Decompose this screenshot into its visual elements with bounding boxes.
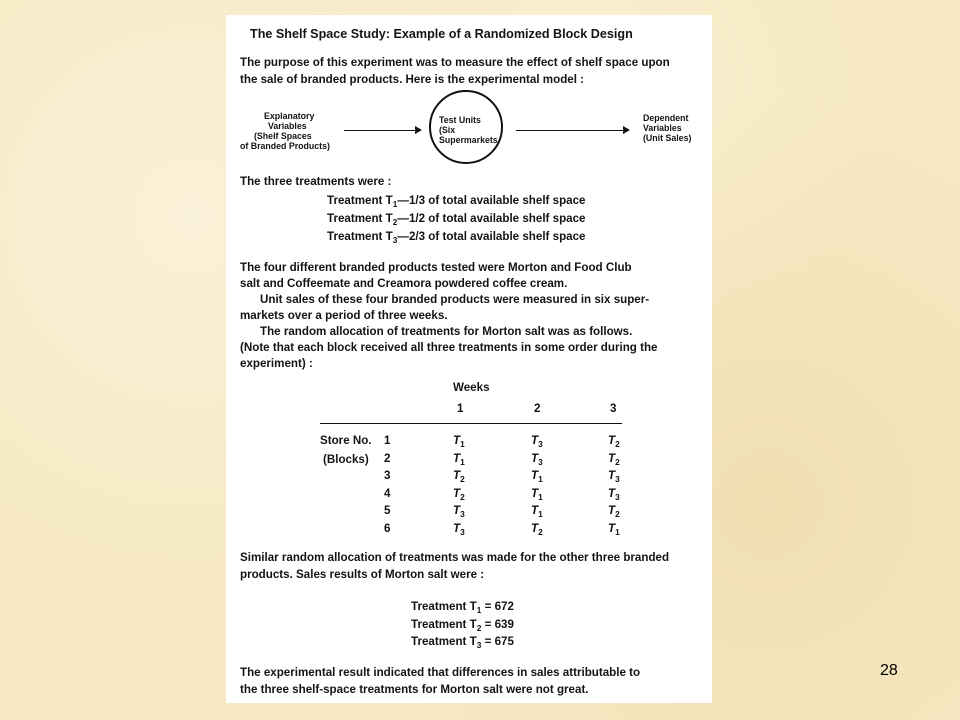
model-center-line-3: Supermarkets (439, 135, 498, 145)
treatment-cell: $T_1$ (531, 504, 543, 520)
table-rule (320, 423, 622, 424)
model-right-line-2: Variables (643, 123, 682, 133)
conclusion-line-2: the three shelf-space treatments for Morton salt were not great. (240, 683, 589, 696)
store-number: 5 (384, 504, 391, 518)
model-center-line-1: Test Units (439, 115, 481, 125)
treatment-cell: $T_3$ (608, 469, 620, 485)
result-line-1: Treatment $T_1 = 672$ (411, 600, 514, 615)
treatment-cell: $T_1$ (531, 486, 543, 502)
document-title: The Shelf Space Study: Example of a Randomized Block Design (250, 27, 633, 41)
treatment-line-2: Treatment $T_2—1/2$ of total available shelf space (327, 212, 586, 227)
week-header-3: 3 (610, 402, 617, 415)
treatment-cell: $T_1$ (453, 451, 465, 467)
conclusion-line-1: The experimental result indicated that differences in sales attributable to (240, 666, 641, 679)
treatment-cell: $T_2$ (453, 469, 465, 485)
treatments-heading: The three treatments were : (240, 175, 392, 188)
similar-line-2: products. Sales results of Morton salt were : (240, 568, 485, 581)
treatment-cell: $T_3$ (531, 434, 543, 449)
table-header-weeks: Weeks (453, 381, 490, 394)
model-left-line-1: Explanatory (264, 111, 315, 121)
slide-number: 28 (880, 662, 898, 679)
treatment-cell: $T_2$ (453, 486, 465, 502)
result-line-3: Treatment $T_3 = 675$ (411, 635, 514, 650)
model-right-line-3: (Unit Sales) (643, 133, 692, 143)
store-number: 3 (384, 469, 391, 483)
treatment-cell: $T_2$ (608, 434, 620, 449)
store-number: 2 (384, 451, 391, 465)
model-left-line-3: (Shelf Spaces (254, 131, 312, 141)
body-line-7: experiment) : (240, 357, 313, 370)
model-arrow-left (344, 130, 420, 131)
treatment-cell: $T_2$ (608, 504, 620, 520)
treatment-cell: $T_3$ (453, 504, 465, 520)
store-number: 4 (384, 486, 391, 500)
intro-line-2: the sale of branded products. Here is the experimental model : (240, 73, 585, 86)
result-line-2: Treatment $T_2 = 639$ (411, 618, 514, 633)
store-number: 1 (384, 434, 391, 447)
treatment-cell: $T_1$ (531, 469, 543, 485)
row-label-store-no: Store No. (320, 434, 372, 447)
model-left-line-2: Variables (268, 121, 307, 131)
treatment-line-1: Treatment $T_1—1/3$ of total available shelf space (327, 194, 586, 209)
treatment-cell: $T_2$ (608, 451, 620, 467)
treatment-line-3: Treatment $T_3—2/3$ of total available shelf space (327, 230, 586, 245)
row-label-blocks: (Blocks) (323, 453, 369, 466)
similar-line-1: Similar random allocation of treatments was made for the other three branded (240, 551, 670, 564)
document-page (226, 15, 712, 703)
model-left-line-4: of Branded Products) (240, 141, 330, 151)
treatment-cell: $T_3$ (608, 486, 620, 502)
body-line-6: (Note that each block received all three treatments in some order during the (240, 341, 658, 354)
treatment-cell: $T_1$ (608, 522, 620, 537)
body-line-1: The four different branded products tested were Morton and Food Club (240, 261, 632, 274)
intro-line-1: The purpose of this experiment was to measure the effect of shelf space upon (240, 56, 670, 69)
model-center-line-2: (Six (439, 125, 456, 135)
model-right-line-1: Dependent (643, 113, 689, 123)
week-header-2: 2 (534, 402, 541, 415)
body-line-4: markets over a period of three weeks. (240, 309, 448, 322)
week-header-1: 1 (457, 402, 464, 415)
model-arrow-right (516, 130, 628, 131)
treatment-cell: $T_2$ (531, 522, 543, 537)
treatment-cell: $T_1$ (453, 434, 465, 449)
treatment-cell: $T_3$ (453, 522, 465, 537)
body-line-5: The random allocation of treatments for Morton salt was as follows. (260, 325, 633, 338)
store-number: 6 (384, 522, 391, 535)
body-line-3: Unit sales of these four branded products were measured in six super- (260, 293, 650, 306)
treatment-cell: $T_3$ (531, 451, 543, 467)
body-line-2: salt and Coffeemate and Creamora powdered coffee cream. (240, 277, 568, 290)
